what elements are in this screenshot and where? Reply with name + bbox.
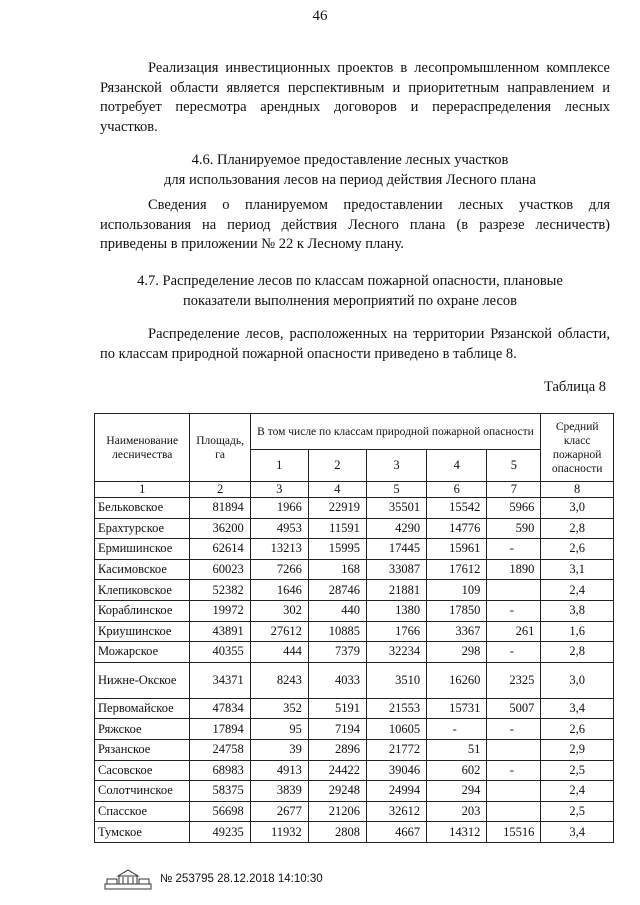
cell-area: 43891 (190, 621, 250, 642)
cell-class-3: 33087 (366, 559, 426, 580)
cell-forestry-name: Можарское (95, 642, 190, 663)
cell-class-1: 7266 (250, 559, 308, 580)
cell-forestry-name: Кораблинское (95, 600, 190, 621)
cell-area: 81894 (190, 498, 250, 519)
cell-area: 17894 (190, 719, 250, 740)
cell-avg-class: 3,0 (541, 498, 614, 519)
table-row (95, 781, 614, 802)
header-class-5: 5 (487, 450, 541, 482)
heading-4-6-line2: для использования лесов на период действия Лесного плана (164, 171, 536, 188)
cell-class-2: 4033 (308, 662, 366, 698)
cell-class-4: 602 (427, 760, 487, 781)
paragraph-investment (100, 59, 610, 137)
cell-class-1: 3839 (250, 781, 308, 802)
cell-forestry-name: Ермишинское (95, 539, 190, 560)
cell-avg-class: 2,5 (541, 801, 614, 822)
cell-class-2: 22919 (308, 498, 366, 519)
table-row (95, 559, 614, 580)
cell-class-1: 302 (250, 600, 308, 621)
cell-class-5: 5966 (487, 498, 541, 519)
cell-avg-class: 2,8 (541, 518, 614, 539)
cell-avg-class: 3,4 (541, 822, 614, 843)
paragraph-distribution-text: Распределение лесов, расположенных на территории Рязанской области, по классам природной пожарной опасности приведено в таблице 8. (100, 326, 610, 362)
cell-class-1: 2677 (250, 801, 308, 822)
cell-class-2: 15995 (308, 539, 366, 560)
cell-class-3: 21772 (366, 739, 426, 760)
fire-danger-table (94, 413, 614, 843)
cell-class-1: 27612 (250, 621, 308, 642)
table-row (95, 822, 614, 843)
cell-avg-class: 2,4 (541, 580, 614, 601)
table-row (95, 498, 614, 519)
cell-forestry-name: Первомайское (95, 698, 190, 719)
col-number: 4 (308, 482, 366, 498)
cell-class-2: 440 (308, 600, 366, 621)
cell-class-1: 39 (250, 739, 308, 760)
col-number: 5 (366, 482, 426, 498)
government-building-icon (104, 868, 152, 890)
header-class-4: 4 (427, 450, 487, 482)
cell-area: 49235 (190, 822, 250, 843)
cell-class-2: 2896 (308, 739, 366, 760)
cell-avg-class: 2,6 (541, 719, 614, 740)
cell-class-2: 28746 (308, 580, 366, 601)
cell-class-4: 14312 (427, 822, 487, 843)
cell-class-5: 5007 (487, 698, 541, 719)
cell-forestry-name: Солотчинское (95, 781, 190, 802)
cell-class-1: 13213 (250, 539, 308, 560)
cell-class-3: 32612 (366, 801, 426, 822)
cell-area: 60023 (190, 559, 250, 580)
cell-class-4: 15542 (427, 498, 487, 519)
cell-class-2: 168 (308, 559, 366, 580)
cell-avg-class: 3,8 (541, 600, 614, 621)
cell-class-1: 444 (250, 642, 308, 663)
cell-class-5 (487, 739, 541, 760)
cell-class-4: 15731 (427, 698, 487, 719)
cell-area: 24758 (190, 739, 250, 760)
cell-class-1: 11932 (250, 822, 308, 843)
cell-forestry-name: Ряжское (95, 719, 190, 740)
cell-class-1: 4913 (250, 760, 308, 781)
cell-forestry-name: Касимовское (95, 559, 190, 580)
paragraph-investment-text: Реализация инвестиционных проектов в лесопромышленном комплексе Рязанской области является перспективным и приоритетным направлением и потребует пересмотра арендных договоров и перераспределения лесных участков. (100, 60, 610, 135)
cell-class-4: 109 (427, 580, 487, 601)
table-row (95, 698, 614, 719)
column-number-row (95, 482, 614, 498)
cell-class-4: 51 (427, 739, 487, 760)
table-row (95, 719, 614, 740)
section-heading-4-7 (90, 272, 610, 311)
col-number: 1 (95, 482, 190, 498)
cell-forestry-name: Сасовское (95, 760, 190, 781)
cell-area: 58375 (190, 781, 250, 802)
table-row (95, 518, 614, 539)
cell-class-1: 95 (250, 719, 308, 740)
heading-4-6-line1: 4.6. Планируемое предоставление лесных участков (191, 152, 509, 168)
cell-area: 62614 (190, 539, 250, 560)
cell-area: 68983 (190, 760, 250, 781)
cell-avg-class: 2,8 (541, 642, 614, 663)
cell-avg-class: 2,4 (541, 781, 614, 802)
col-number: 3 (250, 482, 308, 498)
cell-class-3: 4290 (366, 518, 426, 539)
cell-avg-class: 3,1 (541, 559, 614, 580)
cell-class-4: 203 (427, 801, 487, 822)
cell-class-5: - (487, 539, 541, 560)
cell-class-3: 17445 (366, 539, 426, 560)
cell-forestry-name: Рязанское (95, 739, 190, 760)
cell-forestry-name: Спасское (95, 801, 190, 822)
table-row (95, 739, 614, 760)
page-number: 46 (312, 8, 328, 24)
section-heading-4-6 (90, 151, 610, 190)
cell-class-4: - (427, 719, 487, 740)
cell-class-4: 294 (427, 781, 487, 802)
cell-class-5: - (487, 600, 541, 621)
cell-forestry-name: Ерахтурское (95, 518, 190, 539)
heading-4-7-line1: 4.7. Распределение лесов по классам пожарной опасности, плановые (137, 273, 563, 289)
cell-area: 47834 (190, 698, 250, 719)
cell-class-4: 17612 (427, 559, 487, 580)
header-classes-group: В том числе по классам природной пожарной опасности (250, 414, 541, 450)
cell-area: 36200 (190, 518, 250, 539)
cell-class-1: 4953 (250, 518, 308, 539)
cell-class-1: 1646 (250, 580, 308, 601)
cell-class-2: 29248 (308, 781, 366, 802)
col-number: 7 (487, 482, 541, 498)
cell-class-5 (487, 580, 541, 601)
cell-class-3: 21881 (366, 580, 426, 601)
table-row (95, 539, 614, 560)
col-number: 2 (190, 482, 250, 498)
cell-class-4: 15961 (427, 539, 487, 560)
cell-class-3: 3510 (366, 662, 426, 698)
document-id: № 253795 28.12.2018 14:10:30 (160, 873, 323, 885)
cell-class-4: 298 (427, 642, 487, 663)
cell-class-1: 8243 (250, 662, 308, 698)
cell-class-4: 17850 (427, 600, 487, 621)
cell-avg-class: 2,9 (541, 739, 614, 760)
heading-4-7-line2: показатели выполнения мероприятий по охране лесов (183, 292, 517, 309)
paragraph-plots-text: Сведения о планируемом предоставлении лесных участков для использования на период действия Лесного плана (в разрезе лесничеств) приведены в приложении № 22 к Лесному плану. (100, 197, 610, 252)
cell-class-2: 10885 (308, 621, 366, 642)
cell-class-1: 352 (250, 698, 308, 719)
table-row (95, 801, 614, 822)
cell-class-2: 7379 (308, 642, 366, 663)
table-row (95, 580, 614, 601)
cell-class-2: 5191 (308, 698, 366, 719)
cell-class-5: 261 (487, 621, 541, 642)
cell-forestry-name: Тумское (95, 822, 190, 843)
table-row (95, 600, 614, 621)
cell-class-4: 3367 (427, 621, 487, 642)
paragraph-plots (100, 196, 610, 255)
cell-class-5: 15516 (487, 822, 541, 843)
cell-area: 19972 (190, 600, 250, 621)
cell-class-3: 35501 (366, 498, 426, 519)
col-number: 8 (541, 482, 614, 498)
cell-class-5: 590 (487, 518, 541, 539)
cell-class-5 (487, 781, 541, 802)
cell-forestry-name: Клепиковское (95, 580, 190, 601)
cell-area: 40355 (190, 642, 250, 663)
cell-class-5 (487, 801, 541, 822)
cell-class-5: 1890 (487, 559, 541, 580)
table-row (95, 760, 614, 781)
cell-class-5: - (487, 760, 541, 781)
cell-class-4: 16260 (427, 662, 487, 698)
header-class-3: 3 (366, 450, 426, 482)
col-number: 6 (427, 482, 487, 498)
cell-class-2: 11591 (308, 518, 366, 539)
cell-avg-class: 3,0 (541, 662, 614, 698)
header-area: Площадь, га (190, 414, 250, 482)
cell-class-1: 1966 (250, 498, 308, 519)
table-row (95, 642, 614, 663)
header-class-2: 2 (308, 450, 366, 482)
cell-avg-class: 2,5 (541, 760, 614, 781)
cell-class-3: 32234 (366, 642, 426, 663)
header-avg: Средний класс пожарной опасности (541, 414, 614, 482)
cell-class-5: - (487, 719, 541, 740)
cell-forestry-name: Бельковское (95, 498, 190, 519)
cell-class-3: 39046 (366, 760, 426, 781)
header-name: Наименование лесничества (95, 414, 190, 482)
cell-forestry-name: Нижне-Окское (95, 662, 190, 698)
cell-avg-class: 1,6 (541, 621, 614, 642)
cell-class-3: 1380 (366, 600, 426, 621)
document-footer (104, 868, 323, 890)
cell-area: 34371 (190, 662, 250, 698)
cell-class-5: - (487, 642, 541, 663)
cell-class-2: 21206 (308, 801, 366, 822)
cell-class-3: 4667 (366, 822, 426, 843)
cell-class-3: 10605 (366, 719, 426, 740)
cell-area: 56698 (190, 801, 250, 822)
cell-class-3: 24994 (366, 781, 426, 802)
table-row (95, 662, 614, 698)
paragraph-distribution (100, 325, 610, 364)
cell-area: 52382 (190, 580, 250, 601)
cell-class-2: 24422 (308, 760, 366, 781)
header-class-1: 1 (250, 450, 308, 482)
cell-avg-class: 2,6 (541, 539, 614, 560)
cell-class-3: 1766 (366, 621, 426, 642)
cell-class-3: 21553 (366, 698, 426, 719)
cell-avg-class: 3,4 (541, 698, 614, 719)
table-label: Таблица 8 (543, 379, 606, 395)
table-row (95, 621, 614, 642)
cell-forestry-name: Криушинское (95, 621, 190, 642)
cell-class-4: 14776 (427, 518, 487, 539)
cell-class-5: 2325 (487, 662, 541, 698)
cell-class-2: 2808 (308, 822, 366, 843)
cell-class-2: 7194 (308, 719, 366, 740)
